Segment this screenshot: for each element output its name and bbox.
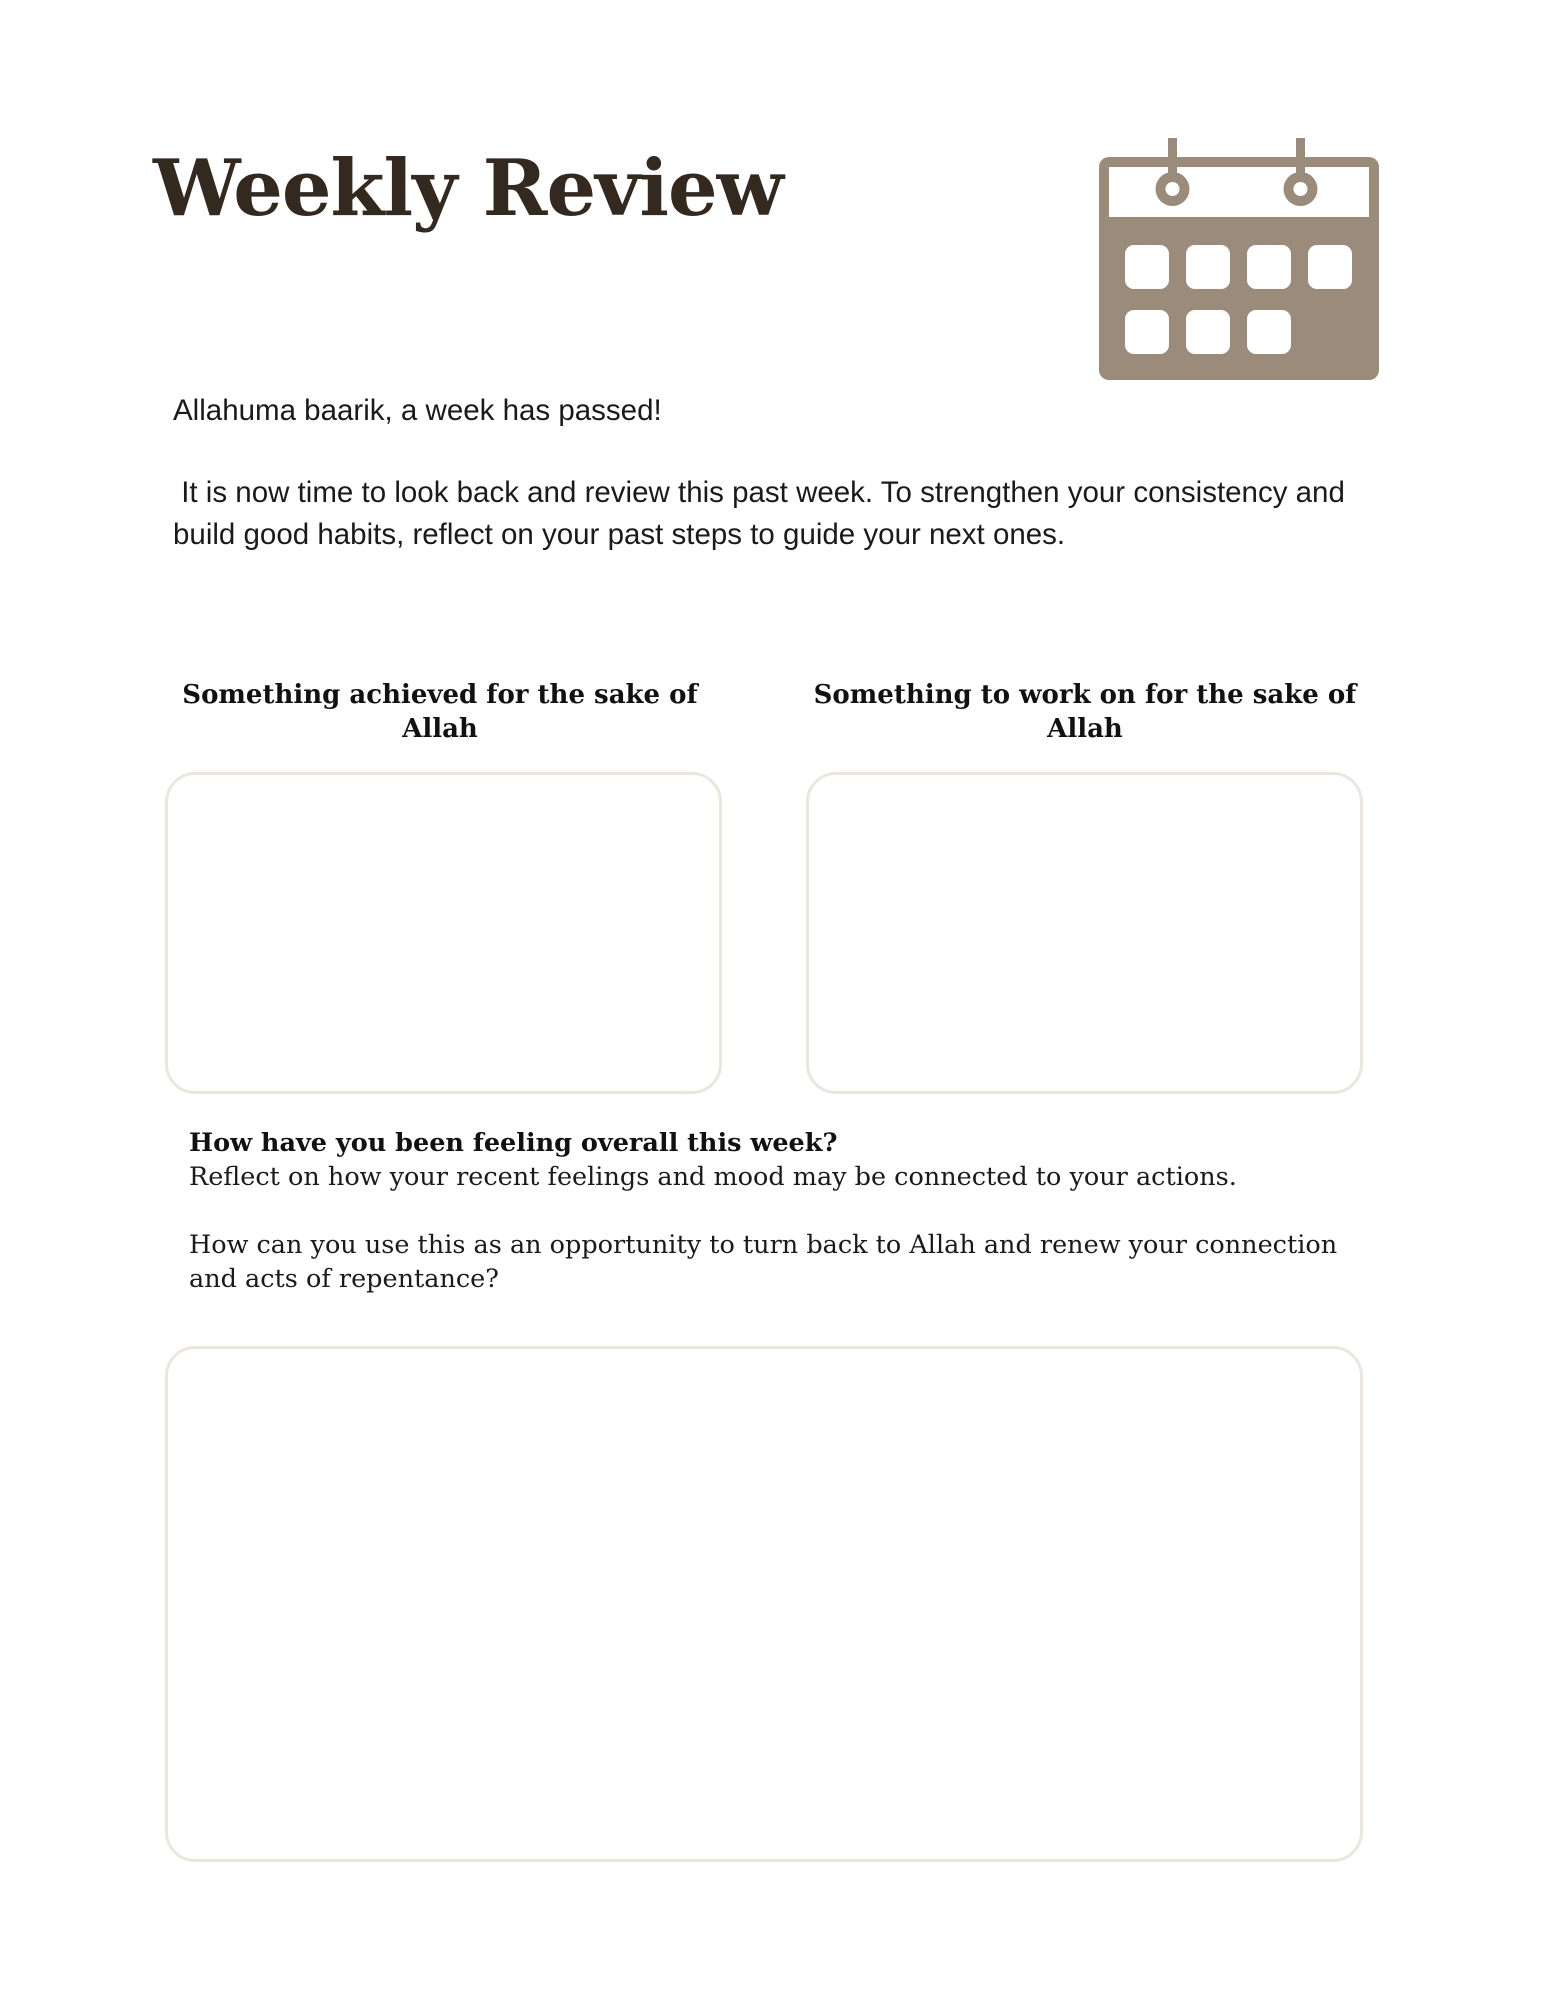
page-title: Weekly Review [153,143,783,234]
work-on-heading: Something to work on for the sake of Allah [813,680,1357,744]
work-on-writing-box[interactable] [806,772,1363,1094]
intro-text [173,390,1353,556]
feeling-writing-box[interactable] [165,1346,1363,1862]
feeling-followup: How can you use this as an opportunity to turn back to Allah and renew your connection and acts of repentance? [189,1230,1338,1294]
feeling-prompt: Reflect on how your recent feelings and mood may be connected to your actions. [189,1162,1237,1192]
feeling-question: How have you been feeling overall this week? [189,1128,838,1158]
achieved-writing-box[interactable] [165,772,722,1094]
achieved-heading: Something achieved for the sake of Allah [182,680,698,744]
greeting-text: Allahuma baarik, a week has passed! [173,394,662,427]
feeling-section [189,1126,1389,1296]
calendar-icon [1099,138,1379,380]
intro-body: It is now time to look back and review this past week. To strengthen your consistency and build good habits, reflect on your past steps to guide your next ones. [173,476,1345,551]
